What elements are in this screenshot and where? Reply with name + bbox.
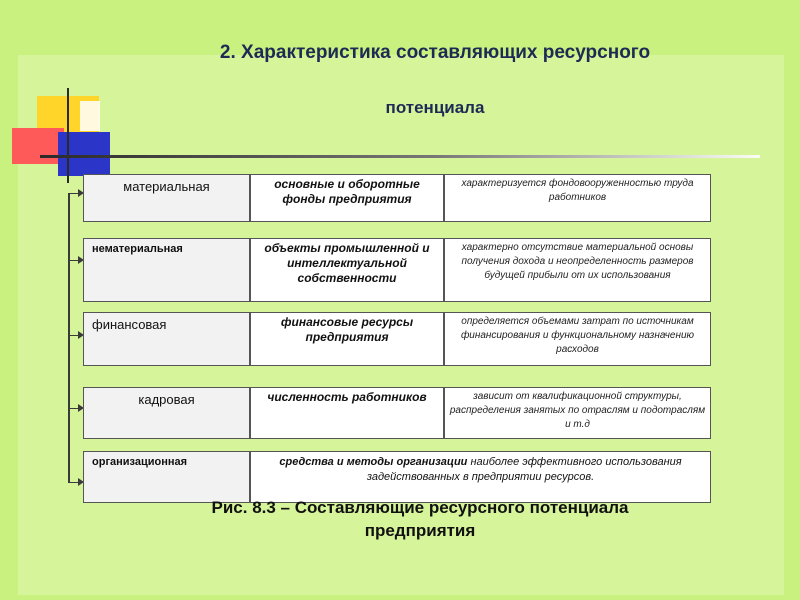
resource-row-financial (83, 312, 711, 366)
title-divider-line (40, 155, 760, 158)
resource-description: основные и оборотные фонды предприятия (250, 174, 444, 222)
page-title-continued: потенциала (385, 98, 485, 117)
decor-red-square (12, 128, 64, 164)
category-label: материальная (83, 174, 250, 222)
resource-note: наиболее эффективного использования задействованных в предприятии ресурсов. (366, 456, 682, 483)
resource-description: численность работников (250, 387, 444, 439)
connector-spine (68, 193, 70, 483)
resource-row-intangible (83, 238, 711, 302)
resource-description: средства и методы организации (279, 456, 468, 468)
decor-white-highlight (80, 101, 100, 131)
category-label: нематериальная (83, 238, 250, 302)
figure-caption (160, 496, 680, 542)
resource-row-personnel (83, 387, 711, 439)
resource-description: объекты промышленной и интеллектуальной собственности (250, 238, 444, 302)
category-label: финансовая (83, 312, 250, 366)
decor-vertical-line (67, 88, 69, 183)
resource-note: характеризуется фондовооруженностью труда работников (444, 174, 711, 222)
resource-note: характерно отсутствие материальной основы получения дохода и неопределенность размеров будущей прибыли от их использования (444, 238, 711, 302)
caption-line-1: Рис. 8.3 – Составляющие ресурсного потенциала (211, 498, 629, 517)
resource-row-material (83, 174, 711, 222)
decor-blue-square (58, 132, 110, 176)
category-label: кадровая (83, 387, 250, 439)
category-label: организационная (83, 451, 250, 503)
caption-line-2: предприятия (364, 521, 476, 540)
resource-note: зависит от квалификационной структуры, распределения занятых по отраслям и подотраслям и т.д (444, 387, 711, 439)
resource-description: финансовые ресурсы предприятия (250, 312, 444, 366)
page-title: 2. Характеристика составляющих ресурсного (219, 42, 651, 63)
resource-note: определяется объемами затрат по источникам финансирования и функциональному назначению расходов (444, 312, 711, 366)
